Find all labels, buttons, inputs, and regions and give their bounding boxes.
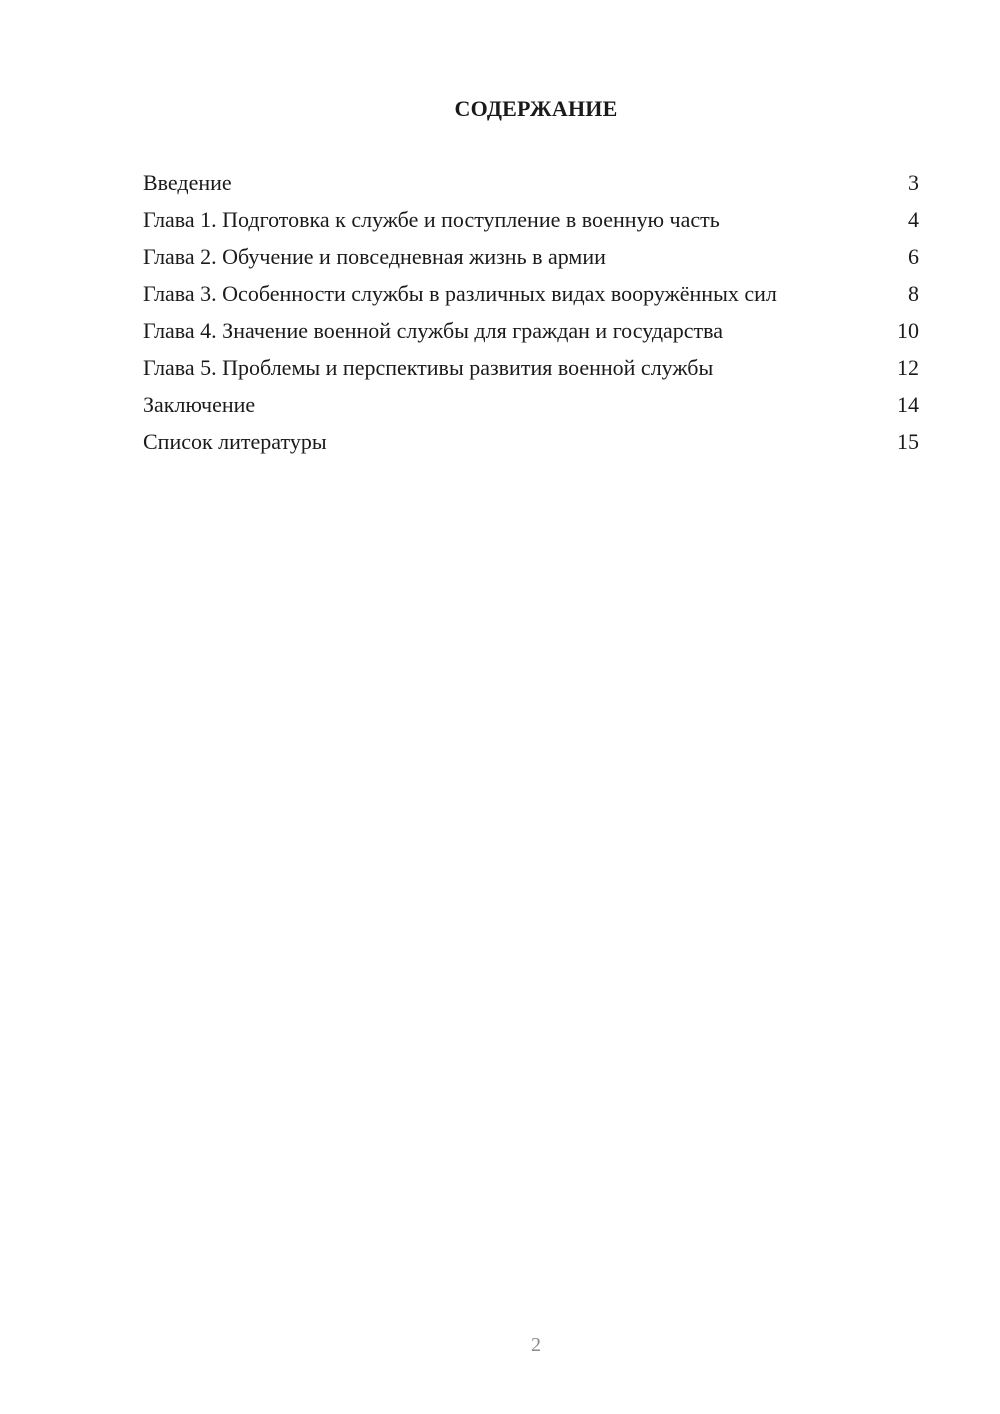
toc-entry-text: Введение bbox=[143, 170, 232, 195]
table-of-contents bbox=[143, 170, 919, 466]
toc-entry-text: Список литературы bbox=[143, 429, 327, 454]
toc-entry-page: 12 bbox=[897, 355, 919, 380]
toc-entry-page: 3 bbox=[908, 170, 919, 195]
toc-entry-chapter-3 bbox=[143, 281, 919, 307]
toc-entry-references bbox=[143, 429, 919, 455]
toc-title: СОДЕРЖАНИЕ bbox=[454, 96, 618, 121]
toc-entry-introduction bbox=[143, 170, 919, 196]
toc-entry-text: Заключение bbox=[143, 392, 256, 417]
toc-entry-page: 4 bbox=[908, 207, 919, 232]
toc-entry-page: 6 bbox=[908, 244, 919, 269]
toc-entry-chapter-4 bbox=[143, 318, 919, 344]
toc-entry-text: Глава 3. Особенности службы в различных видах вооружённых сил bbox=[143, 281, 777, 306]
toc-entry-text: Глава 2. Обучение и повседневная жизнь в армии bbox=[143, 244, 606, 269]
toc-entry-chapter-1 bbox=[143, 207, 919, 233]
page-number: 2 bbox=[531, 1334, 541, 1356]
toc-entry-page: 8 bbox=[908, 281, 919, 306]
toc-entry-page: 15 bbox=[897, 429, 919, 454]
toc-entry-text: Глава 5. Проблемы и перспективы развития военной службы bbox=[143, 355, 714, 380]
toc-entry-text: Глава 4. Значение военной службы для граждан и государства bbox=[143, 318, 724, 343]
toc-entry-page: 14 bbox=[897, 392, 919, 417]
toc-entry-conclusion bbox=[143, 392, 919, 418]
toc-entry-chapter-2 bbox=[143, 244, 919, 270]
toc-entry-text: Глава 1. Подготовка к службе и поступление в военную часть bbox=[143, 207, 720, 232]
toc-entry-chapter-5 bbox=[143, 355, 919, 381]
toc-entry-page: 10 bbox=[897, 318, 919, 343]
